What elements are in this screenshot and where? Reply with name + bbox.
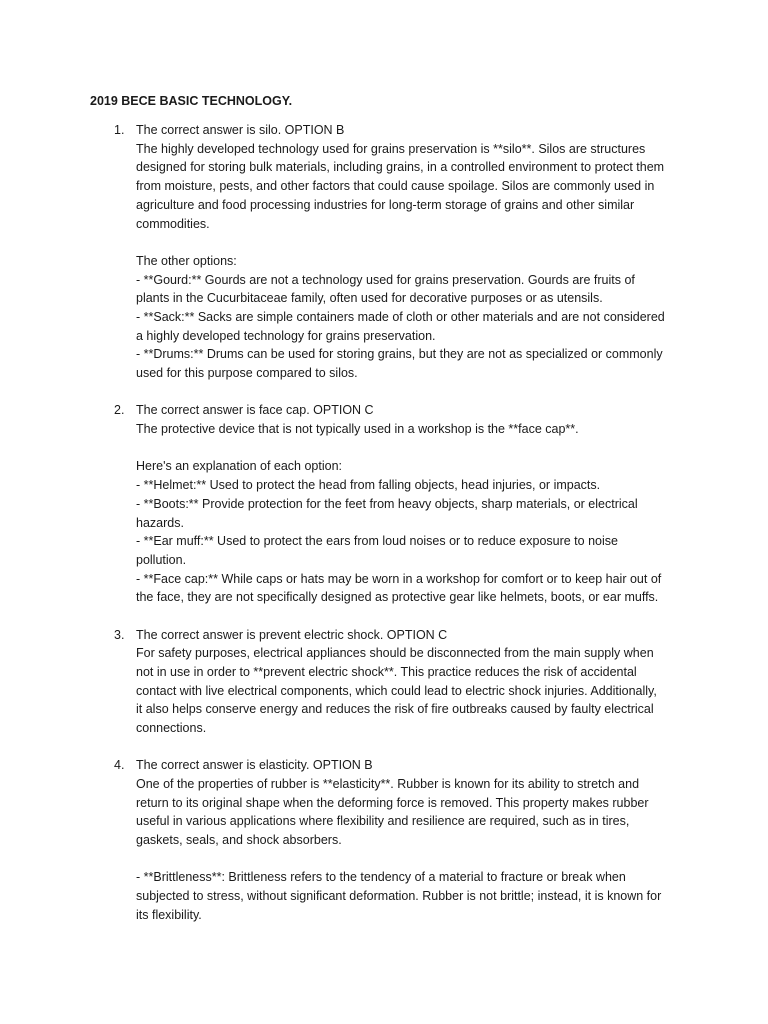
- text-line: - **Boots:** Provide protection for the feet from heavy objects, sharp materials, or electrical: [136, 496, 638, 511]
- text-line: The other options:: [136, 253, 237, 268]
- paragraph-gap: [136, 439, 682, 458]
- text-line: hazards.: [136, 515, 184, 530]
- answer-text: [136, 401, 682, 607]
- text-line: connections.: [136, 721, 207, 736]
- text-line: The highly developed technology used for grains preservation is **silo**. Silos are structures: [136, 141, 646, 156]
- text-line: contact with live electrical components, which could lead to electric shock injuries. Additionally,: [136, 683, 657, 698]
- text-line: - **Sack:** Sacks are simple containers made of cloth or other materials and are not considered: [136, 310, 665, 325]
- text-line: agriculture and food processing industries for long-term storage of grains and other similar: [136, 197, 635, 212]
- text-line: Here's an explanation of each option:: [136, 459, 342, 474]
- document-title: 2019 BECE BASIC TECHNOLOGY.: [90, 94, 293, 108]
- text-line: - **Ear muff:** Used to protect the ears from loud noises or to reduce exposure to noise: [136, 534, 618, 549]
- text-line: its flexibility.: [136, 907, 202, 922]
- text-line: used for this purpose compared to silos.: [136, 366, 358, 381]
- text-line: For safety purposes, electrical appliances should be disconnected from the main supply when: [136, 646, 654, 661]
- text-line: a highly developed technology for grains preservation.: [136, 328, 436, 343]
- text-line: - **Face cap:** While caps or hats may be worn in a workshop for comfort or to keep hair out of: [136, 571, 662, 586]
- answer-number: 2.: [114, 403, 125, 418]
- text-line: plants in the Cucurbitaceae family, often used for decorative purposes or as utensils.: [136, 291, 603, 306]
- text-line: designed for storing bulk materials, including grains, in a controlled environment to protect them: [136, 160, 665, 175]
- answer-list: [0, 121, 768, 943]
- answer-number: 4.: [114, 758, 125, 773]
- answer-text: [136, 626, 682, 738]
- answer-item: [0, 626, 768, 738]
- answer-item: [0, 121, 768, 383]
- text-line: not in use in order to **prevent electric shock**. This practice reduces the risk of accidental: [136, 664, 637, 679]
- text-line: the face, they are not specifically designed as protective gear like helmets, boots, or ear muffs.: [136, 590, 659, 605]
- text-line: it also helps conserve energy and reduces the risk of fire outbreaks caused by faulty electrical: [136, 702, 654, 717]
- answer-number: 1.: [114, 123, 125, 137]
- text-line: subjected to stress, without significant deformation. Rubber is not brittle; instead, it is known for: [136, 889, 662, 904]
- text-line: The correct answer is face cap. OPTION C: [136, 403, 374, 418]
- text-line: - **Helmet:** Used to protect the head from falling objects, head injuries, or impacts.: [136, 478, 601, 493]
- text-line: commodities.: [136, 216, 210, 231]
- text-line: pollution.: [136, 552, 187, 567]
- text-line: The protective device that is not typically used in a workshop is the **face cap**.: [136, 422, 579, 437]
- text-line: The correct answer is prevent electric shock. OPTION C: [136, 627, 448, 642]
- text-line: The correct answer is silo. OPTION B: [136, 123, 345, 137]
- text-line: One of the properties of rubber is **elasticity**. Rubber is known for its ability to stretch and: [136, 776, 640, 791]
- paragraph-gap: [136, 850, 682, 869]
- answer-text: [136, 756, 682, 924]
- answer-number: 3.: [114, 627, 125, 642]
- answer-item: [0, 401, 768, 607]
- text-line: The correct answer is elasticity. OPTION B: [136, 758, 373, 773]
- text-line: - **Brittleness**: Brittleness refers to the tendency of a material to fracture or break when: [136, 870, 626, 885]
- answer-text: [136, 121, 682, 383]
- text-line: - **Gourd:** Gourds are not a technology used for grains preservation. Gourds are fruits of: [136, 272, 635, 287]
- text-line: from moisture, pests, and other factors that could cause spoilage. Silos are commonly used in: [136, 179, 655, 194]
- answer-item: [0, 756, 768, 924]
- paragraph-gap: [136, 233, 682, 252]
- text-line: gaskets, seals, and shock absorbers.: [136, 833, 342, 848]
- text-line: useful in various applications where flexibility and resilience are required, such as in tires,: [136, 814, 630, 829]
- text-line: - **Drums:** Drums can be used for storing grains, but they are not as specialized or commonly: [136, 347, 663, 362]
- text-line: return to its original shape when the deforming force is removed. This property makes rubber: [136, 795, 649, 810]
